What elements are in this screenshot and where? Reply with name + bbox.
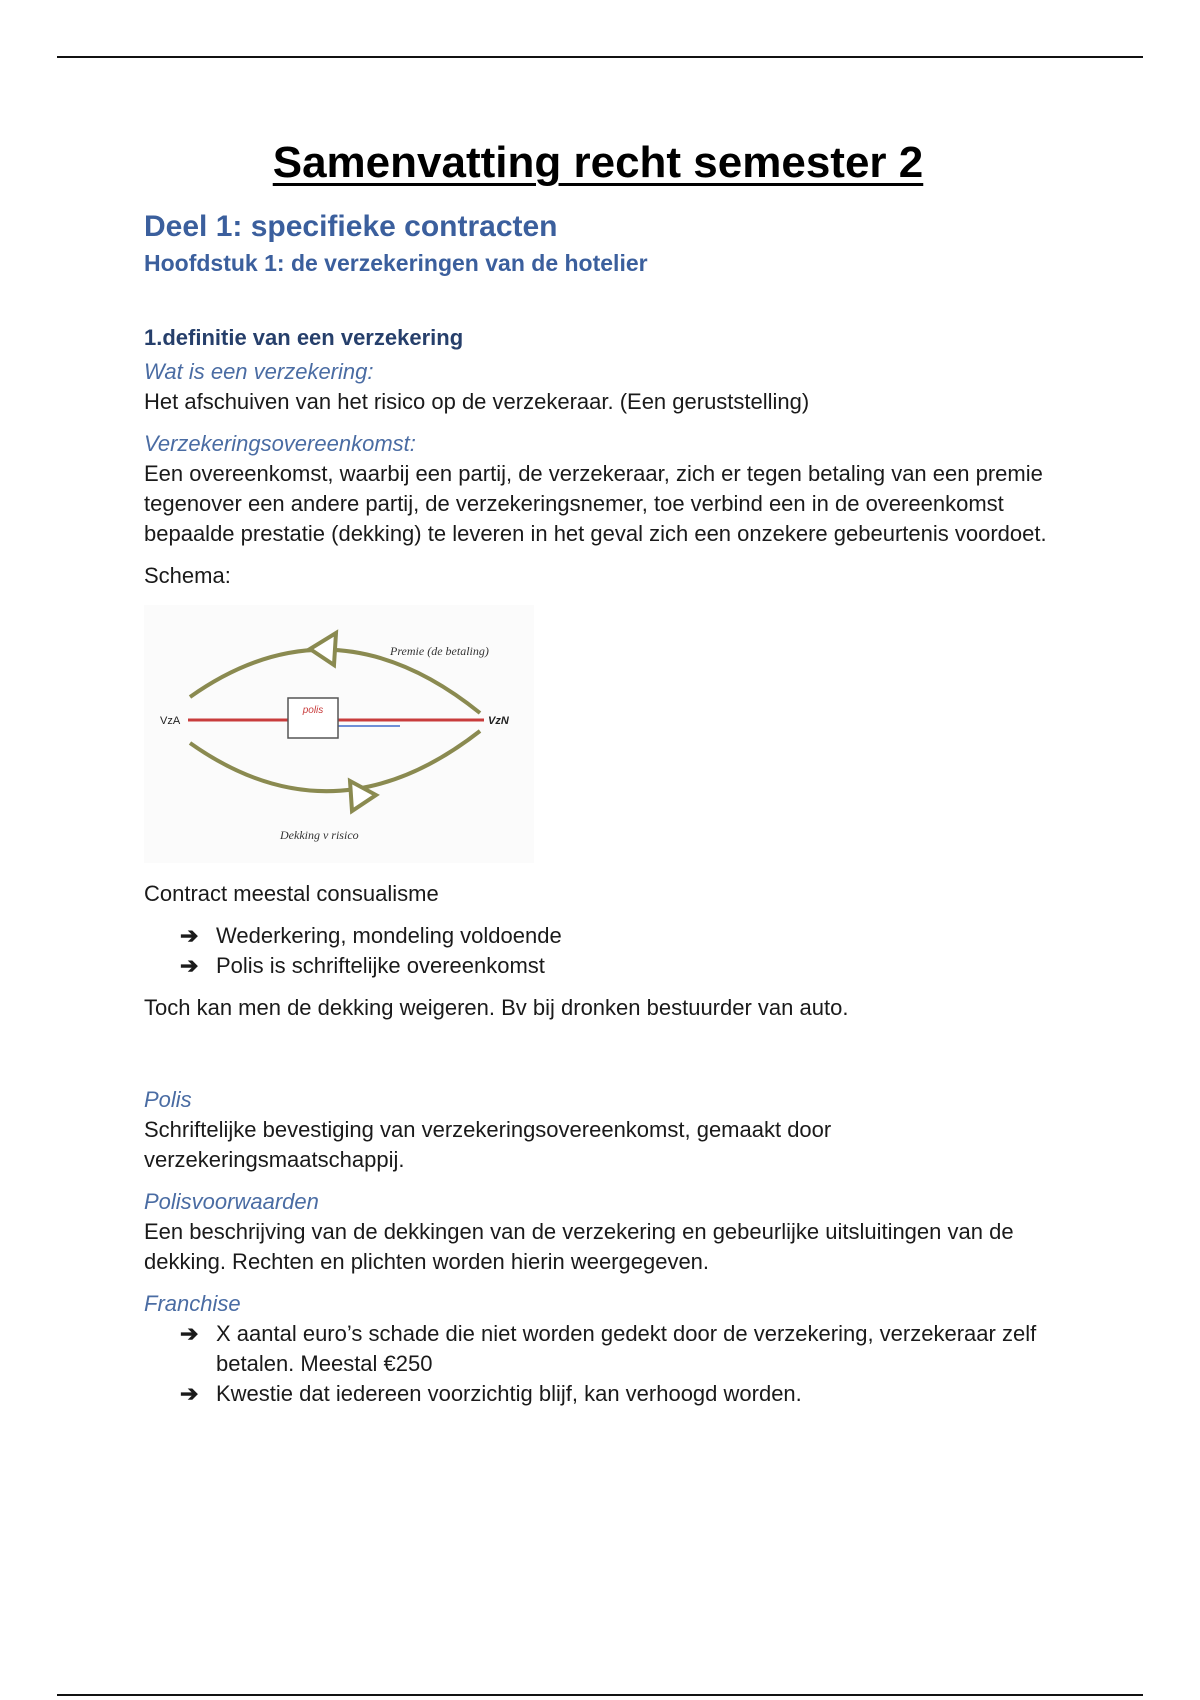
arrow-right-icon: ➔ — [180, 923, 199, 948]
section-spacer — [144, 1023, 1084, 1079]
arrow-right-icon: ➔ — [180, 953, 199, 978]
schema-label: Schema: — [144, 563, 231, 588]
polis-box-label: polis — [302, 705, 324, 716]
list-item — [180, 951, 1084, 981]
page-content — [144, 138, 1084, 1409]
bottom-rule — [57, 1694, 1143, 1696]
section-title: 1.definitie van een verzekering — [144, 325, 464, 350]
term-agreement: Verzekeringsovereenkomst: — [144, 431, 416, 456]
term-franchise: Franchise — [144, 1291, 241, 1316]
part-title: Deel 1: specifieke contracten — [144, 210, 558, 243]
arrow-right-icon: ➔ — [180, 1321, 199, 1346]
list-item-text: Kwestie dat iedereen voorzichtig blijf, kan verhoogd worden. — [216, 1381, 802, 1406]
definition-agreement: Een overeenkomst, waarbij een partij, de verzekeraar, zich er tegen betaling van een premie tegenover een andere partij, de verzekeringsnemer, toe verbind een in de overeenkomst bepaalde prestatie (dekking) te leveren in het geval zich een onzekere gebeurtenis voordoet. — [144, 461, 1047, 546]
list-item — [180, 1319, 1084, 1379]
chapter-title: Hoofdstuk 1: de verzekeringen van de hotelier — [144, 250, 648, 276]
document-title: Samenvatting recht semester 2 — [272, 138, 924, 187]
term-polis: Polis — [144, 1087, 192, 1112]
polis-box — [288, 698, 338, 738]
list-item-text: Wederkering, mondeling voldoende — [216, 923, 562, 948]
definition-polisvoorwaarden: Een beschrijving van de dekkingen van de verzekering en gebeurlijke uitsluitingen van de dekking. Rechten en plichten worden hierin weergegeven. — [144, 1219, 1014, 1274]
coverage-label: Dekking v risico — [280, 828, 359, 842]
left-party-label: VzA — [160, 715, 181, 727]
top-rule — [57, 56, 1143, 58]
arrow-right-icon: ➔ — [180, 1381, 199, 1406]
definition-polis: Schriftelijke bevestiging van verzekeringsovereenkomst, gemaakt door verzekeringsmaatschappij. — [144, 1117, 832, 1172]
premium-label: Premie (de betaling) — [390, 644, 489, 658]
list-item-text: Polis is schriftelijke overeenkomst — [216, 953, 545, 978]
contract-bullet-list — [144, 921, 1084, 981]
right-party-label: VzN — [488, 715, 509, 727]
contract-note: Toch kan men de dekking weigeren. Bv bij dronken bestuurder van auto. — [144, 995, 849, 1020]
list-item-text: X aantal euro’s schade die niet worden gedekt door de verzekering, verzekeraar zelf betalen. Meestal €250 — [216, 1321, 1037, 1376]
contract-intro: Contract meestal consualisme — [144, 881, 439, 906]
definition-what-is: Het afschuiven van het risico op de verzekeraar. (Een geruststelling) — [144, 389, 810, 414]
list-item — [180, 921, 1084, 951]
term-what-is: Wat is een verzekering: — [144, 359, 374, 384]
insurance-schema-diagram — [144, 605, 534, 863]
list-item — [180, 1379, 1084, 1409]
franchise-bullet-list — [144, 1319, 1084, 1409]
term-polisvoorwaarden: Polisvoorwaarden — [144, 1189, 319, 1214]
